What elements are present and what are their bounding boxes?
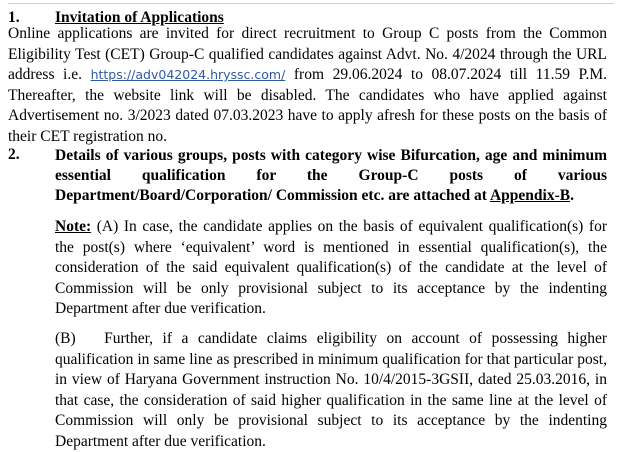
section-1-text-before-link: Online applications are invited for direct recruitment to Group C posts from the Common Eligibility Test (CET) Group-C qualified candidates against Advt. No. 4/2024 through the URL address i.e. xyxy=(8,25,607,83)
section-1-body xyxy=(8,24,607,147)
section-2-heading-line-3-end: . xyxy=(570,187,574,204)
note-label: Note: xyxy=(55,218,92,235)
section-2-heading-line-2: essential qualification for the Group-C posts of various xyxy=(55,167,607,184)
note-a-paragraph xyxy=(55,217,607,320)
section-2-heading xyxy=(55,146,607,206)
section-1-number: 1. xyxy=(8,9,20,26)
top-divider xyxy=(8,3,614,4)
section-2-heading-line-3 xyxy=(55,186,607,206)
note-a-text: (A) In case, the candidate applies on the basis of equivalent qualification(s) for the post(s) where ‘equivalent’ word is mentioned in essential qualification(s), the consideration of the said equivalent qualification(s) of the candidate at the level of Commission will be only provisional subject to its acceptance by the indenting Department after due verification. xyxy=(55,218,607,317)
section-1-heading: Invitation of Applications xyxy=(55,9,224,26)
note-b-paragraph: (B) Further, if a candidate claims eligibility on account of possessing higher qualification in same line as prescribed in minimum qualification for that particular post, in view of Haryana Government instruction No. 10/4/2015-3GSII, dated 25.03.2016, in that case, the consideration of said higher qualification in the same line at the level of Commission will only be provisional subject to its acceptance by the indenting Department after due verification. xyxy=(55,330,607,450)
section-1-text-after-link: from 29.06.2024 to 08.07.2024 till 11.59 P.M. Thereafter, the website link will be disabled. The candidates who have applied against Advertisement no. 3/2023 dated 07.03.2023 have to apply afresh for these posts on the basis of their CET registration no. xyxy=(8,66,607,145)
section-2-heading-line-3-text: Department/Board/Corporation/ Commission etc. are attached at xyxy=(55,187,490,204)
section-2-heading-line-1: Details of various groups, posts with category wise Bifurcation, age and minimum xyxy=(55,147,607,164)
section-2-number: 2. xyxy=(8,146,20,163)
appendix-reference: Appendix-B xyxy=(489,187,571,204)
url-link[interactable]: https://adv042024.hryssc.com/ xyxy=(90,67,286,82)
